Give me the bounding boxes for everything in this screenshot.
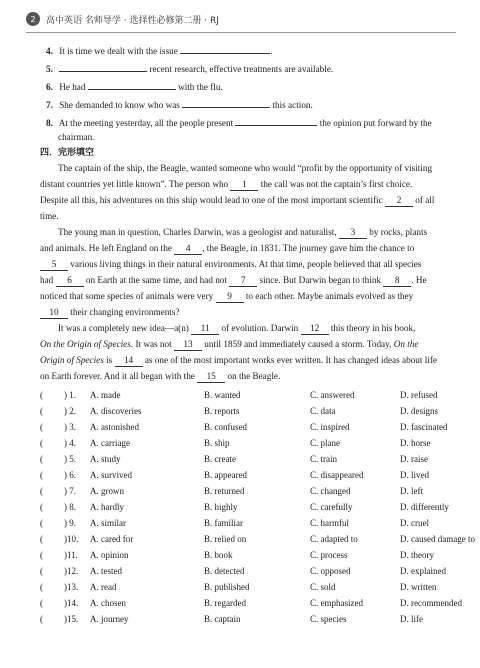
cloze-blank-1[interactable]: 1 [230, 178, 258, 191]
cloze-blank-9[interactable]: 9 [216, 290, 244, 303]
option-d[interactable]: D. explained [400, 566, 446, 576]
option-row [40, 613, 460, 626]
option-c[interactable]: C. carefully [310, 502, 353, 512]
option-a[interactable]: A. hardly [90, 502, 124, 512]
passage-line: It was a completely new idea—a(n) 11 of evolution. Darwin 12 this theory in his book, [58, 323, 416, 333]
page-header [26, 10, 456, 28]
question-number: ) 1. [64, 390, 76, 400]
answer-bracket[interactable]: ( [40, 598, 43, 608]
option-row [40, 565, 460, 578]
question-number: )13. [64, 582, 79, 592]
option-row [40, 453, 460, 466]
answer-bracket[interactable]: ( [40, 486, 43, 496]
option-c[interactable]: C. disappeared [310, 470, 364, 480]
answer-bracket[interactable]: ( [40, 470, 43, 480]
option-row [40, 597, 460, 610]
cloze-blank-7[interactable]: 7 [229, 274, 257, 287]
answer-bracket[interactable]: ( [40, 614, 43, 624]
option-row [40, 533, 475, 546]
exercise-5: 5. recent research, effective treatments are available. [46, 64, 334, 74]
answer-bracket[interactable]: ( [40, 502, 43, 512]
question-number: )15. [64, 614, 79, 624]
option-a[interactable]: A. made [90, 390, 121, 400]
question-number: ) 8. [64, 502, 76, 512]
passage-line: noticed that some species of animals were very 9 to each other. Maybe animals evolved as they [40, 291, 414, 301]
option-a[interactable]: A. tested [90, 566, 122, 576]
option-a[interactable]: A. chosen [90, 598, 126, 608]
option-c[interactable]: C. emphasized [310, 598, 363, 608]
option-a[interactable]: A. discoveries [90, 406, 142, 416]
header-divider [26, 32, 456, 33]
question-number: )14. [64, 598, 79, 608]
question-number: ) 6. [64, 470, 76, 480]
option-a[interactable]: A. grown [90, 486, 124, 496]
answer-bracket[interactable]: ( [40, 566, 43, 576]
answer-bracket[interactable]: ( [40, 438, 43, 448]
option-d[interactable]: D. left [400, 486, 423, 496]
passage-line: Origin of Species is 14 as one of the most important works ever written. It has changed ideas about life [40, 355, 437, 365]
option-d[interactable]: D. fascinated [400, 422, 448, 432]
option-a[interactable]: A. carriage [90, 438, 130, 448]
question-number: ) 2. [64, 406, 76, 416]
option-d[interactable]: D. refused [400, 390, 438, 400]
cloze-blank-12[interactable]: 12 [301, 322, 329, 335]
option-d[interactable]: D. written [400, 582, 437, 592]
option-a[interactable]: A. study [90, 454, 121, 464]
cloze-blank-15[interactable]: 15 [197, 370, 225, 383]
option-c[interactable]: C. opposed [310, 566, 351, 576]
option-row [40, 405, 460, 418]
exercise-8-cont: chairman. [58, 132, 95, 142]
answer-bracket[interactable]: ( [40, 406, 43, 416]
option-b[interactable]: B. returned [204, 486, 245, 496]
passage-line: time. [40, 211, 59, 221]
question-number: ) 4. [64, 438, 76, 448]
cloze-blank-11[interactable]: 11 [191, 322, 219, 335]
option-b[interactable]: B. regarded [204, 598, 246, 608]
option-d[interactable]: D. horse [400, 438, 431, 448]
option-c[interactable]: C. species [310, 614, 347, 624]
option-d[interactable]: D. lived [400, 470, 429, 480]
cloze-blank-14[interactable]: 14 [115, 354, 143, 367]
answer-blank[interactable] [59, 62, 147, 72]
option-row [40, 437, 460, 450]
option-d[interactable]: D. designs [400, 406, 438, 416]
header-title: 高中英语 名师导学 · 选择性必修第二册 · RJ [46, 15, 219, 26]
option-row [40, 389, 460, 402]
option-d[interactable]: D. caused damage to [400, 534, 475, 544]
option-c[interactable]: C. plane [310, 438, 340, 448]
option-a[interactable]: A. read [90, 582, 117, 592]
answer-bracket[interactable]: ( [40, 550, 43, 560]
passage-line: distant countries yet little known”. The person who 1 the call was not the captain’s first choice. [40, 179, 413, 189]
passage-line: and animals. He left England on the 4 , the Beagle, in 1831. The journey gave him the chance to [40, 243, 415, 253]
page-number: 2 [26, 12, 40, 26]
option-d[interactable]: D. cruel [400, 518, 429, 528]
exercise-8: 8. At the meeting yesterday, all the people present the opinion put forward by the [46, 118, 432, 128]
option-b[interactable]: B. create [204, 454, 236, 464]
question-number: ) 3. [64, 422, 76, 432]
option-b[interactable]: B. familiar [204, 518, 243, 528]
answer-blank[interactable] [180, 44, 270, 54]
option-row [40, 549, 460, 562]
answer-bracket[interactable]: ( [40, 582, 43, 592]
option-b[interactable]: B. published [204, 582, 250, 592]
passage-line: Despite all this, his adventures on this ship would lead to one of the most important scientific 2 of all [40, 195, 435, 205]
passage-line: on Earth forever. And it all began with the 15 on the Beagle. [40, 371, 281, 381]
option-c[interactable]: C. data [310, 406, 336, 416]
option-c[interactable]: C. harmful [310, 518, 349, 528]
question-number: ) 9. [64, 518, 76, 528]
cloze-blank-2[interactable]: 2 [385, 194, 413, 207]
exercise-4: 4. It is time we dealt with the issue . [46, 46, 273, 56]
option-b[interactable]: B. captain [204, 614, 241, 624]
option-d[interactable]: D. differently [400, 502, 449, 512]
option-c[interactable]: C. inspired [310, 422, 350, 432]
option-a[interactable]: A. survived [90, 470, 132, 480]
option-c[interactable]: C. changed [310, 486, 351, 496]
option-a[interactable]: A. similar [90, 518, 126, 528]
option-b[interactable]: B. confused [204, 422, 247, 432]
cloze-blank-10[interactable]: 10 [40, 306, 68, 319]
question-number: ) 7. [64, 486, 76, 496]
option-row [40, 485, 460, 498]
question-number: ) 5. [64, 454, 76, 464]
passage-line: On the Origin of Species. It was not 13 until 1859 and immediately caused a storm. Today, On the [40, 339, 419, 349]
option-a[interactable]: A. opinion [90, 550, 129, 560]
option-b[interactable]: B. appeared [204, 470, 247, 480]
answer-blank[interactable] [88, 80, 176, 90]
option-row [40, 517, 460, 530]
cloze-blank-8[interactable]: 8 [383, 274, 411, 287]
option-c[interactable]: C. process [310, 550, 348, 560]
section-title: 四．完形填空 [40, 148, 95, 158]
option-d[interactable]: D. theory [400, 550, 434, 560]
option-row [40, 581, 460, 594]
answer-bracket[interactable]: ( [40, 534, 43, 544]
passage-line: 10 their changing environments? [40, 306, 180, 319]
answer-bracket[interactable]: ( [40, 422, 43, 432]
option-a[interactable]: A. journey [90, 614, 129, 624]
answer-blank[interactable] [235, 116, 317, 126]
option-b[interactable]: B. detected [204, 566, 245, 576]
option-d[interactable]: D. raise [400, 454, 428, 464]
answer-bracket[interactable]: ( [40, 518, 43, 528]
cloze-blank-13[interactable]: 13 [174, 338, 202, 351]
option-b[interactable]: B. ship [204, 438, 230, 448]
option-row [40, 421, 460, 434]
option-b[interactable]: B. book [204, 550, 233, 560]
option-d[interactable]: D. life [400, 614, 423, 624]
option-d[interactable]: D. recommended [400, 598, 462, 608]
option-a[interactable]: A. astonished [90, 422, 139, 432]
cloze-blank-3[interactable]: 3 [339, 226, 367, 239]
option-b[interactable]: B. wanted [204, 390, 241, 400]
exercise-6: 6. He had with the flu. [46, 82, 223, 92]
cloze-blank-5[interactable]: 5 [40, 258, 68, 271]
question-number: )10. [64, 534, 79, 544]
option-c[interactable]: C. sold [310, 582, 336, 592]
option-b[interactable]: B. highly [204, 502, 238, 512]
passage-line: 5 various living things in their natural environments. At that time, people believed that all species [40, 258, 421, 271]
option-b[interactable]: B. relied on [204, 534, 247, 544]
option-row [40, 469, 460, 482]
answer-bracket[interactable]: ( [40, 390, 43, 400]
passage-line: had 6 on Earth at the same time, and had not 7 since. But Darwin began to think 8 . He [40, 275, 427, 285]
answer-bracket[interactable]: ( [40, 454, 43, 464]
option-a[interactable]: A. cared for [90, 534, 134, 544]
question-number: )12. [64, 566, 79, 576]
option-c[interactable]: C. adapted to [310, 534, 358, 544]
cloze-blank-4[interactable]: 4 [174, 242, 202, 255]
passage-line: The young man in question, Charles Darwin, was a geologist and naturalist, 3 by rocks, plants [58, 227, 428, 237]
exercise-7: 7. She demanded to know who was this action. [46, 100, 313, 110]
option-row [40, 501, 460, 514]
cloze-blank-6[interactable]: 6 [56, 274, 84, 287]
answer-blank[interactable] [182, 98, 270, 108]
option-c[interactable]: C. train [310, 454, 337, 464]
question-number: )11. [64, 550, 78, 560]
option-c[interactable]: C. answered [310, 390, 355, 400]
passage-line: The captain of the ship, the Beagle, wanted someone who would “profit by the opportunity of visiting [58, 163, 433, 173]
option-b[interactable]: B. reports [204, 406, 240, 416]
